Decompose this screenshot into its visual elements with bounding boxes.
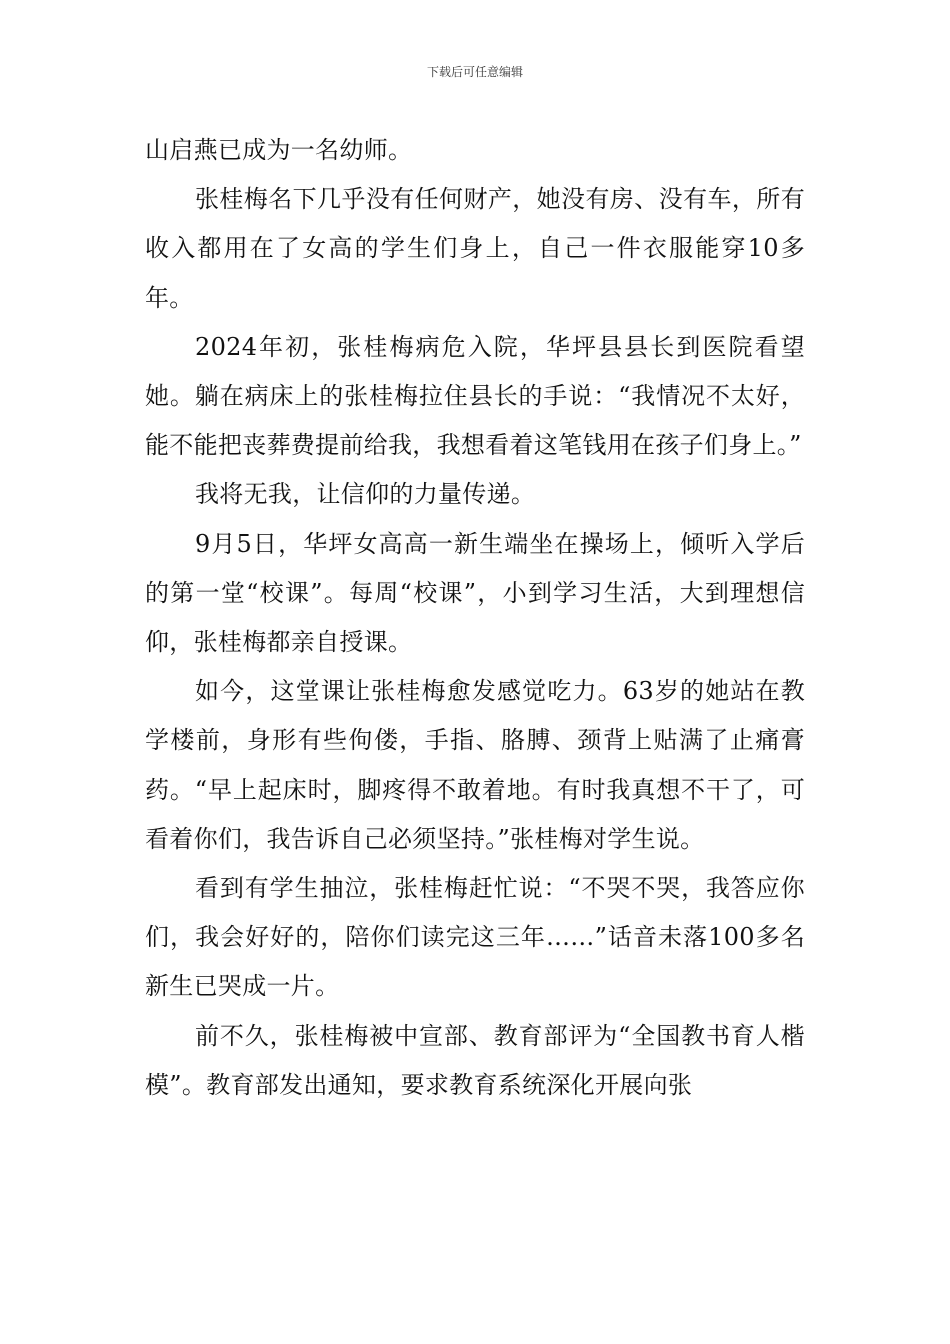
paragraph: 如今，这堂课让张桂梅愈发感觉吃力。63岁的她站在教学楼前，身形有些佝偻，手指、胳膊、颈背上贴满了止痛膏药。“早上起床时，脚疼得不敢着地。有时我真想不干了，可看着你们，我告诉自己必须坚持。”张桂梅对学生说。: [145, 677, 805, 853]
paragraph: 2024年初，张桂梅病危入院，华坪县县长到医院看望她。躺在病床上的张桂梅拉住县长的手说：“我情况不太好，能不能把丧葬费提前给我，我想看着这笔钱用在孩子们身上。”: [145, 332, 805, 460]
paragraph: 张桂梅名下几乎没有任何财产，她没有房、没有车，所有收入都用在了女高的学生们身上，自己一件衣服能穿10多年。: [145, 185, 805, 312]
page-header: 下载后可任意编辑: [426, 65, 523, 79]
document-body: [145, 126, 805, 1110]
paragraph: 山启燕已成为一名幼师。: [145, 136, 413, 164]
paragraph: 9月5日，华坪女高高一新生端坐在操场上，倾听入学后的第一堂“校课”。每周“校课”，小到学习生活，大到理想信仰，张桂梅都亲自授课。: [145, 529, 805, 657]
paragraph: 我将无我，让信仰的力量传递。: [195, 480, 536, 509]
paragraph: 看到有学生抽泣，张桂梅赶忙说：“不哭不哭，我答应你们，我会好好的，陪你们读完这三年……”话音未落100多名新生已哭成一片。: [145, 874, 805, 1001]
paragraph: 前不久，张桂梅被中宣部、教育部评为“全国教书育人楷模”。教育部发出通知，要求教育系统深化开展向张: [145, 1021, 805, 1099]
